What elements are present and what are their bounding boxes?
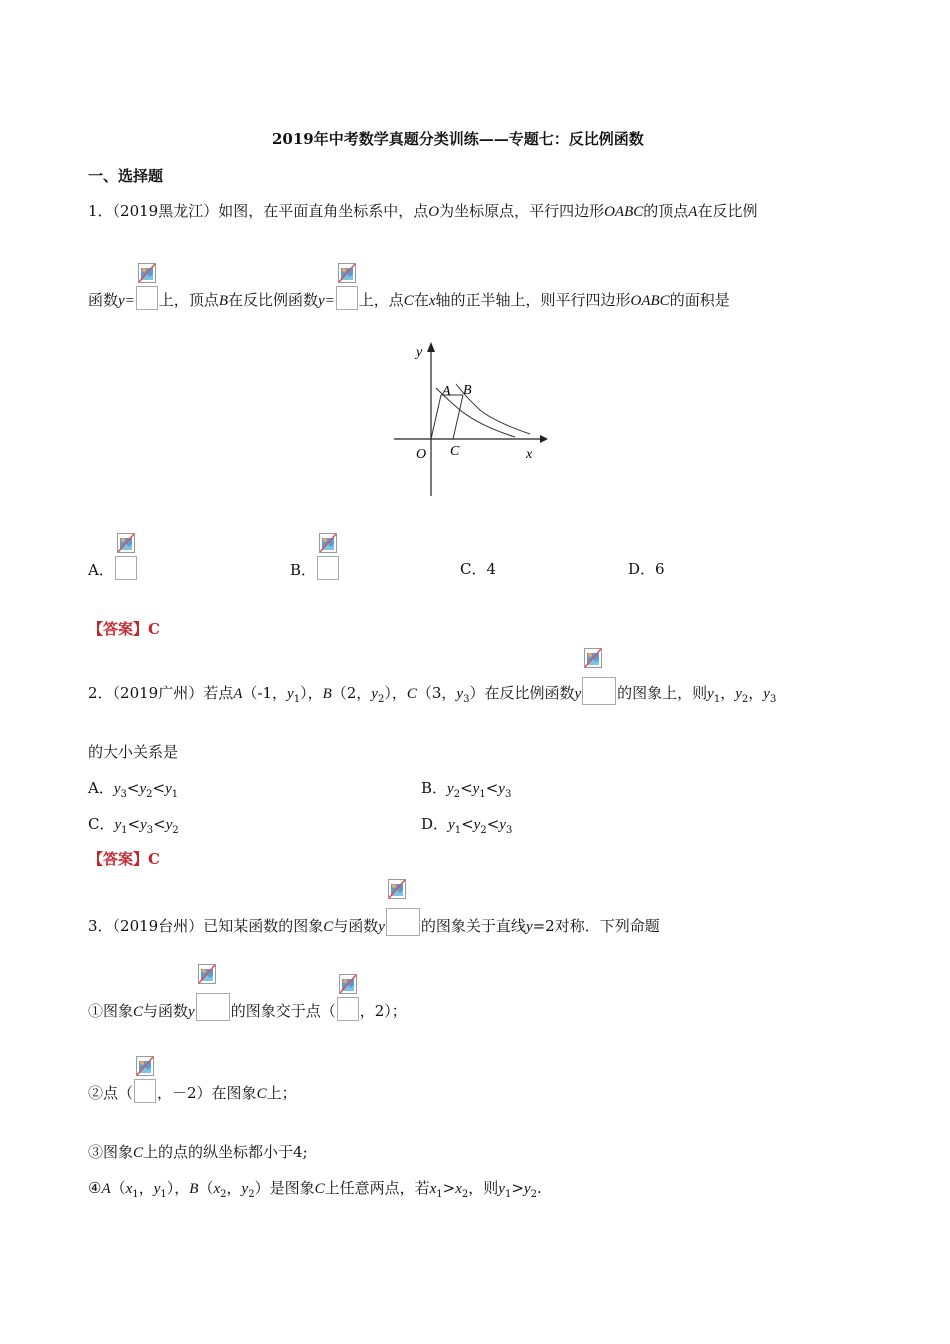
fig-label-x: x bbox=[526, 447, 533, 462]
opt-sub: 1 bbox=[454, 825, 462, 836]
q2-var: y bbox=[763, 686, 770, 702]
q3-statement-1 bbox=[88, 993, 407, 1021]
q3-text: ， bbox=[226, 1179, 242, 1197]
q3-text: 上任意两点，若 bbox=[324, 1179, 430, 1197]
fig-label-o: O bbox=[416, 447, 427, 462]
q2-var: y bbox=[707, 686, 714, 702]
q1-var: x bbox=[428, 293, 436, 309]
opt-var: y bbox=[498, 781, 505, 797]
q1-text: 在反比例 bbox=[697, 202, 758, 220]
q1-var: C bbox=[403, 293, 414, 309]
q1-var: B bbox=[218, 293, 228, 309]
q2-text: （3， bbox=[416, 684, 457, 702]
opt-sub: 3 bbox=[505, 825, 513, 836]
q2-text: ）， bbox=[300, 684, 323, 702]
q3-text: 与函数 bbox=[143, 1002, 189, 1020]
opt-sub: 3 bbox=[120, 789, 127, 800]
q2-line2: 的大小关系是 bbox=[88, 743, 179, 761]
q3-sub: 1 bbox=[132, 1189, 139, 1200]
q3-var: x bbox=[455, 1181, 462, 1197]
opt-sub: 3 bbox=[146, 825, 154, 836]
q1-text: 为坐标原点，平行四边形 bbox=[439, 202, 605, 220]
fig-label-c: C bbox=[450, 444, 460, 459]
q3-var: C bbox=[314, 1181, 325, 1197]
opt-sub: 2 bbox=[146, 789, 153, 800]
q1-var: A bbox=[688, 204, 698, 220]
q3-text: ②点（ bbox=[88, 1084, 134, 1102]
q3-op: > bbox=[442, 1179, 456, 1197]
fig-label-y: y bbox=[416, 345, 423, 360]
q3-sub: 1 bbox=[436, 1189, 443, 1200]
q2-var: B bbox=[322, 686, 332, 702]
q2-var: y bbox=[456, 686, 464, 702]
q3-text: 的图象关于直线 bbox=[420, 917, 526, 935]
q1-option-d: D．6 bbox=[628, 560, 665, 578]
q3-var: y bbox=[153, 1181, 161, 1197]
q1-answer: 【答案】C bbox=[88, 620, 160, 638]
q1-var: y= bbox=[118, 293, 135, 309]
formula-image-icon bbox=[336, 286, 358, 310]
opt-var: y bbox=[473, 817, 481, 833]
option-label: A． bbox=[88, 779, 114, 797]
q3-var: x bbox=[125, 1181, 133, 1197]
q3-text: 上的点的纵坐标都小于4; bbox=[143, 1143, 308, 1161]
q3-var: C bbox=[133, 1145, 144, 1161]
q2-text: 2．（2019广州）若点 bbox=[88, 684, 234, 702]
q3-statement-2 bbox=[88, 1079, 297, 1103]
q3-var: y bbox=[498, 1181, 505, 1197]
q2-var: A bbox=[233, 686, 243, 702]
q2-option-a bbox=[88, 777, 178, 800]
q3-var: y bbox=[525, 919, 533, 935]
opt-var: y bbox=[499, 817, 506, 833]
q3-var: C bbox=[256, 1086, 267, 1102]
q3-text: ③图象 bbox=[88, 1143, 134, 1161]
q3-var: y bbox=[241, 1181, 249, 1197]
q1-text: 上，顶点 bbox=[158, 291, 219, 309]
q3-text: ）， bbox=[166, 1179, 190, 1197]
option-label: B． bbox=[421, 779, 448, 797]
q3-text: ）是图象 bbox=[254, 1179, 315, 1197]
opt-sub: 2 bbox=[453, 789, 461, 800]
formula-image-icon bbox=[337, 997, 359, 1021]
formula-image-icon bbox=[196, 993, 230, 1021]
q1-option-a bbox=[88, 556, 138, 580]
q2-text: ）， bbox=[384, 684, 407, 702]
q2-option-b bbox=[421, 777, 511, 800]
q3-text: 与函数 bbox=[333, 917, 379, 935]
q3-var: x bbox=[213, 1181, 221, 1197]
q1-text: 的顶点 bbox=[643, 202, 689, 220]
q3-sub: 2 bbox=[220, 1189, 227, 1200]
q3-var: y bbox=[378, 919, 385, 935]
q2-sub: 1 bbox=[713, 694, 721, 705]
option-label: D． bbox=[421, 815, 449, 833]
opt-var: y bbox=[447, 781, 454, 797]
q3-text: 上； bbox=[266, 1084, 297, 1102]
q3-var: C bbox=[133, 1004, 144, 1020]
q3-text: （ bbox=[198, 1179, 214, 1197]
q3-text: ，则 bbox=[468, 1179, 499, 1197]
opt-sub: 1 bbox=[171, 789, 179, 800]
formula-image-icon bbox=[386, 908, 420, 936]
option-label: C． bbox=[88, 815, 115, 833]
opt-var: y bbox=[472, 781, 480, 797]
formula-image-icon bbox=[317, 556, 339, 580]
fig-label-a: A bbox=[442, 384, 451, 399]
q2-var: y bbox=[574, 686, 582, 702]
q2-text: 的图象上，则 bbox=[617, 684, 708, 702]
q1-option-b bbox=[290, 556, 340, 580]
q1-var: O bbox=[428, 204, 440, 220]
q3-text: . bbox=[536, 1179, 542, 1197]
q3-sub: 1 bbox=[160, 1189, 167, 1200]
opt-op: < bbox=[461, 815, 474, 833]
q1-option-c: C．4 bbox=[460, 560, 497, 578]
q3-sub: 2 bbox=[248, 1189, 255, 1200]
q3-text: （ bbox=[110, 1179, 126, 1197]
formula-image-icon bbox=[115, 556, 137, 580]
q2-text: ， bbox=[720, 684, 736, 702]
q3-var: y bbox=[188, 1004, 195, 1020]
q2-sub: 2 bbox=[377, 694, 385, 705]
q1-text: 轴的正半轴上，则平行四边形 bbox=[435, 291, 631, 309]
q2-text: （2， bbox=[331, 684, 372, 702]
q3-statement-3 bbox=[88, 1141, 308, 1162]
q3-sub: 2 bbox=[461, 1189, 469, 1200]
opt-op: < bbox=[153, 815, 166, 833]
q3-text: =2对称．下列命题 bbox=[532, 917, 660, 935]
q1-text: 的面积是 bbox=[669, 291, 730, 309]
opt-sub: 1 bbox=[479, 789, 486, 800]
q1-var: y= bbox=[318, 293, 335, 309]
opt-op: < bbox=[485, 779, 499, 797]
q3-text: ，－2）在图象 bbox=[157, 1084, 257, 1102]
opt-op: < bbox=[126, 779, 140, 797]
opt-op: < bbox=[127, 815, 141, 833]
formula-image-icon bbox=[134, 1079, 156, 1103]
q3-statement-4 bbox=[88, 1177, 542, 1200]
q1-text: 在反比例函数 bbox=[227, 291, 318, 309]
opt-sub: 2 bbox=[480, 825, 487, 836]
q2-sub: 2 bbox=[741, 694, 749, 705]
q2-var: y bbox=[287, 686, 294, 702]
opt-var: y bbox=[113, 781, 121, 797]
q1-var: OABC bbox=[604, 204, 644, 220]
q3-text: 的图象交于点（ bbox=[230, 1002, 336, 1020]
opt-op: < bbox=[486, 815, 500, 833]
q3-var: C bbox=[323, 919, 334, 935]
q2-line1 bbox=[88, 677, 776, 705]
q1-var: OABC bbox=[630, 293, 670, 309]
opt-sub: 3 bbox=[504, 789, 512, 800]
formula-image-icon bbox=[582, 677, 616, 705]
q2-text: ）在反比例函数 bbox=[469, 684, 575, 702]
q1-figure bbox=[390, 338, 550, 498]
q3-text: ，2）； bbox=[359, 1002, 407, 1020]
q3-var: B bbox=[189, 1181, 199, 1197]
q3-op: > bbox=[511, 1179, 524, 1197]
q2-option-d bbox=[421, 813, 512, 836]
q2-var: y bbox=[371, 686, 378, 702]
q3-text: ④ bbox=[88, 1179, 102, 1197]
q2-sub: 1 bbox=[293, 694, 301, 705]
q2-answer: 【答案】C bbox=[88, 850, 160, 868]
q3-var: A bbox=[101, 1181, 111, 1197]
q3-text: 3．（2019台州）已知某函数的图象 bbox=[88, 917, 324, 935]
q1-line1 bbox=[88, 200, 757, 221]
q2-var: y bbox=[735, 686, 742, 702]
formula-image-icon bbox=[136, 286, 158, 310]
opt-var: y bbox=[448, 817, 455, 833]
opt-op: < bbox=[460, 779, 473, 797]
opt-var: y bbox=[140, 817, 147, 833]
q2-sub: 3 bbox=[463, 694, 470, 705]
opt-var: y bbox=[165, 817, 173, 833]
q1-text: 上，点 bbox=[358, 291, 404, 309]
opt-sub: 1 bbox=[121, 825, 128, 836]
option-label: B． bbox=[290, 561, 317, 579]
q3-text: ， bbox=[138, 1179, 154, 1197]
q1-text: 在 bbox=[413, 291, 429, 309]
fig-label-b: B bbox=[463, 383, 472, 398]
q1-line2 bbox=[88, 286, 730, 310]
opt-op: < bbox=[152, 779, 166, 797]
q3-text: ①图象 bbox=[88, 1002, 134, 1020]
q3-sub: 1 bbox=[504, 1189, 512, 1200]
q1-text: 1．（2019黑龙江）如图，在平面直角坐标系中，点 bbox=[88, 202, 429, 220]
option-label: A． bbox=[88, 561, 114, 579]
opt-var: y bbox=[114, 817, 122, 833]
q2-option-c bbox=[88, 813, 179, 836]
opt-sub: 2 bbox=[172, 825, 179, 836]
q2-text: ， bbox=[748, 684, 764, 702]
opt-var: y bbox=[165, 781, 172, 797]
q2-sub: 3 bbox=[769, 694, 777, 705]
q3-line1 bbox=[88, 908, 660, 936]
opt-var: y bbox=[139, 781, 147, 797]
q2-var: C bbox=[406, 686, 417, 702]
q1-text: 函数 bbox=[88, 291, 119, 309]
page-title: 2019年中考数学真题分类训练——专题七：反比例函数 bbox=[272, 130, 644, 148]
q3-var: y bbox=[523, 1181, 531, 1197]
section-heading: 一、选择题 bbox=[88, 167, 164, 185]
q3-var: x bbox=[429, 1181, 437, 1197]
q2-text: （-1， bbox=[242, 684, 288, 702]
q3-sub: 2 bbox=[530, 1189, 537, 1200]
